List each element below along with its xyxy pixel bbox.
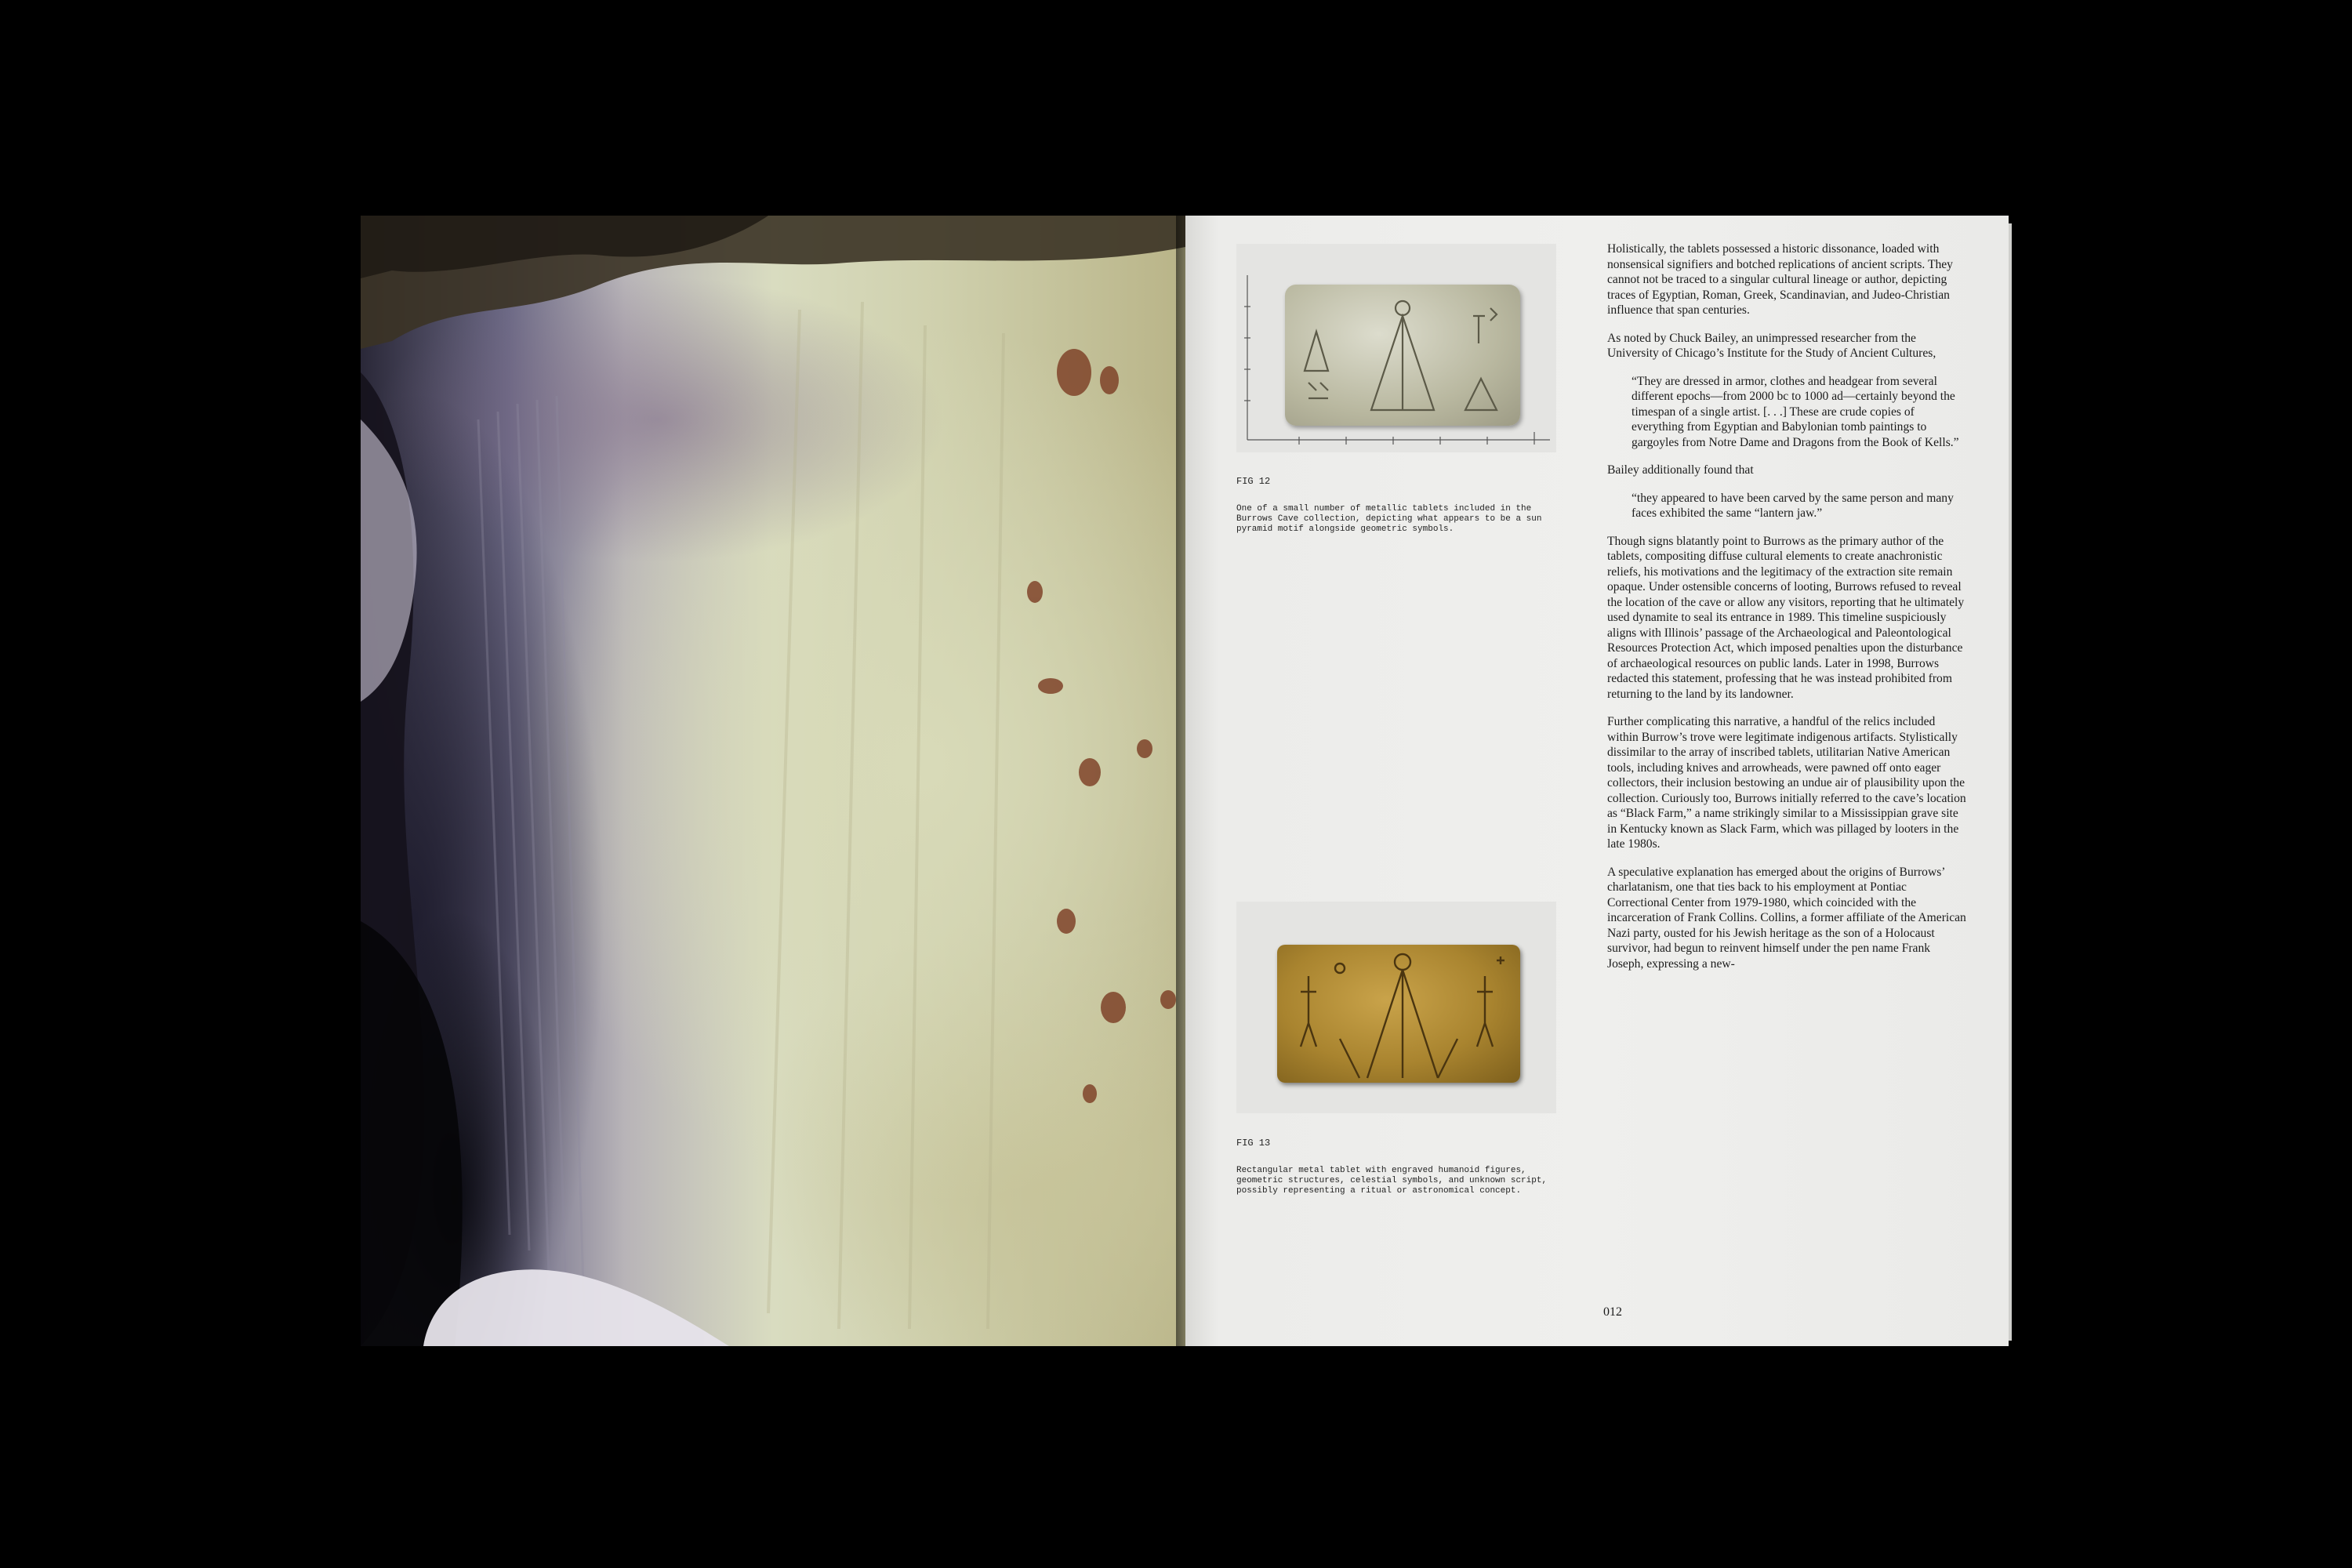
page-edge [2009,223,2012,1341]
paragraph: Further complicating this narrative, a handful of the relics included within Burrow’s trove were legitimate indigenous artifacts. Stylistically dissimilar to the array of inscribed tablets, utilitarian Native American tools, including knives and arrowheads, were pawned off onto eager collectors, their inclusion bestowing an undue air of plausibility upon the collection. Curiously too, Burrows initially referred to the cave’s location as “Black Farm,” a name strikingly similar to a Mississippian grave site in Kentucky known as Slack Farm, which was pillaged by looters in the late 1980s. [1607,715,1966,851]
cave-photo [361,216,1185,1346]
paragraph: Holistically, the tablets possessed a historic dissonance, loaded with nonsensical signifiers and botched replications of ancient scripts. They cannot not be traced to a singular cultural lineage or author, depicting traces of Egyptian, Roman, Greek, Scandinavian, and Judeo-Christian influence that span centuries. [1607,242,1953,317]
paragraph: Though signs blatantly point to Burrows as the primary author of the tablets, compositing diffuse cultural elements to create anachronistic reliefs, his motivations and the legitimacy of the extraction site remain opaque. Under ostensible concerns of looting, Burrows refused to reveal the location of the cave or allow any visitors, reporting that he ultimately used dynamite to seal its entrance in 1989. This timeline suspiciously aligns with Illinois’ passage of the Archaeological and Paleontological Resources Protection Act, which imposed penalties upon the disturbance of archaeological resources on public lands. Later in 1998, Burrows redacted this statement, professing that he was instead prohibited from returning to the land by its landowner. [1607,534,1965,701]
figure-12-caption: One of a small number of metallic tablets included in the Burrows Cave collection, depicting what appears to be a sun pyramid motif alongside geometric symbols. [1236,504,1542,534]
text-page [1185,216,2009,1346]
page-number: 012 [1603,1305,1622,1319]
figure-12-image [1236,244,1556,452]
humanoid-engraving [1277,945,1520,1083]
figure-12-label: FIG 12 [1236,476,1271,487]
metallic-tablet [1285,285,1520,426]
figure-13-caption: Rectangular metal tablet with engraved humanoid figures, geometric structures, celestial symbols, and unknown script, possibly representing a ritual or astronomical concept. [1236,1166,1548,1196]
cave-photo-texture [361,216,1185,1346]
paragraph: As noted by Chuck Bailey, an unimpressed researcher from the University of Chicago’s Institute for the Study of Ancient Cultures, [1607,331,1936,360]
figure-13-image [1236,902,1556,1113]
paragraph: A speculative explanation has emerged about the origins of Burrows’ charlatanism, one that ties back to his employment at Pontiac Correctional Center from 1979-1980, which coincided with the incarceration of Frank Collins. Collins, a former affiliate of the American Nazi party, ousted for his Jewish heritage as the son of a Holocaust survivor, had begun to reinvent himself under the pen name Frank Joseph, expressing a new- [1607,865,1966,971]
figure-13-label: FIG 13 [1236,1138,1271,1149]
sun-pyramid-engraving [1285,285,1520,426]
gold-tablet [1277,945,1520,1083]
block-quote: “they appeared to have been carved by the same person and many faces exhibited the same “lantern jaw.” [1632,491,1954,520]
block-quote: “They are dressed in armor, clothes and headgear from several different epochs—from 2000 bc to 1000 ad—certainly beyond the timespan of a single artist. [. . .] These are crude copies of everything from Egyptian and Babylonian tomb paintings to gargoyles from Notre Dame and Dragons from the Book of Kells.” [1632,374,1959,449]
body-text [1607,241,1969,984]
paragraph: Bailey additionally found that [1607,463,1754,477]
